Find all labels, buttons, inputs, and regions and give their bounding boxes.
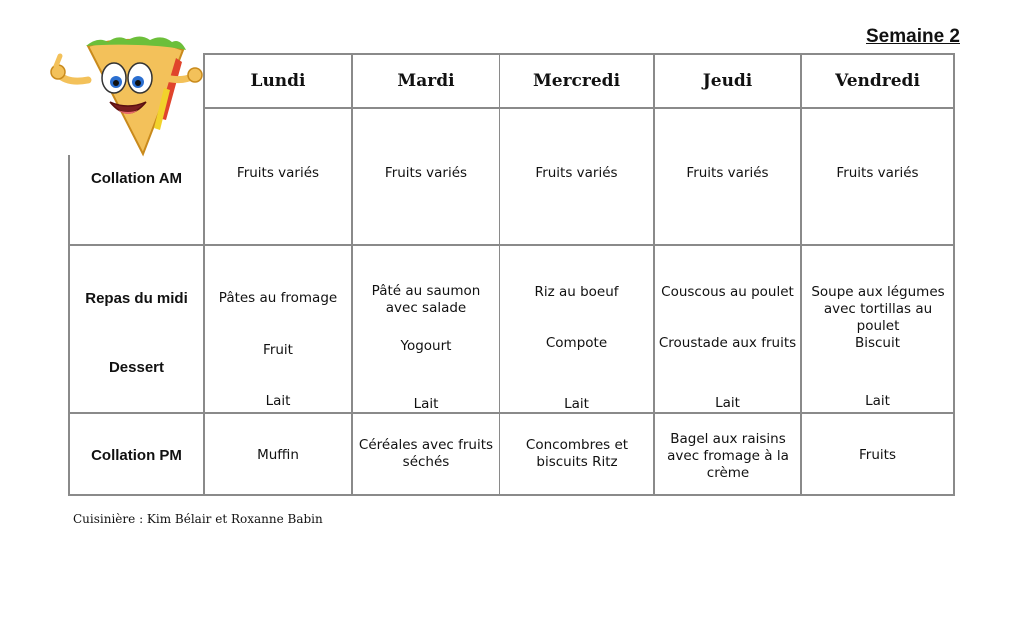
repas-jeudi: Couscous au poulet — [661, 283, 794, 300]
row-label-repas-du-midi: Repas du midi — [85, 289, 188, 307]
row-label-dessert: Dessert — [108, 358, 165, 376]
collation-am-lundi: Fruits variés — [236, 164, 320, 181]
lait-mercredi: Lait — [564, 395, 589, 412]
collation-pm-lundi: Muffin — [257, 446, 299, 463]
menu-table — [68, 53, 955, 496]
day-header-jeudi: Jeudi — [702, 70, 753, 91]
collation-am-vendredi: Fruits variés — [836, 164, 919, 181]
day-header-lundi: Lundi — [250, 70, 306, 91]
lait-mardi: Lait — [413, 395, 439, 412]
row-label-collation-am: Collation AM — [90, 169, 183, 187]
day-header-mardi: Mardi — [397, 70, 455, 91]
lait-jeudi: Lait — [715, 394, 740, 411]
repas-mardi: Pâté au saumon avec salade — [371, 283, 481, 316]
collation-am-mardi: Fruits variés — [384, 164, 468, 181]
dessert-vendredi: Biscuit — [854, 334, 901, 351]
grid-line — [203, 53, 205, 496]
grid-line — [68, 494, 955, 496]
cook-credit: Cuisinière : Kim Bélair et Roxanne Babin — [73, 512, 323, 526]
repas-mercredi: Riz au boeuf — [534, 283, 619, 300]
dessert-lundi: Fruit — [263, 341, 293, 358]
collation-pm-mardi: Céréales avec fruits séchés — [358, 437, 494, 470]
grid-line — [68, 244, 955, 246]
row-label-collation-pm: Collation PM — [91, 446, 182, 464]
repas-vendredi: Soupe aux légumes avec tortillas au poulet — [811, 283, 945, 334]
grid-line — [204, 107, 955, 109]
week-title: Semaine 2 — [866, 26, 960, 47]
grid-line — [800, 53, 802, 496]
repas-lundi: Pâtes au fromage — [218, 289, 338, 306]
collation-pm-vendredi: Fruits — [859, 446, 896, 463]
grid-line — [499, 53, 500, 496]
day-header-mercredi: Mercredi — [532, 70, 621, 91]
dessert-mardi: Yogourt — [400, 337, 452, 354]
collation-am-jeudi: Fruits variés — [686, 164, 769, 181]
grid-line — [653, 53, 655, 496]
grid-line — [953, 53, 955, 496]
collation-pm-jeudi: Bagel aux raisins avec fromage à la crème — [667, 430, 789, 481]
collation-am-mercredi: Fruits variés — [535, 164, 618, 181]
lait-lundi: Lait — [265, 392, 291, 409]
grid-line — [351, 53, 353, 496]
lait-vendredi: Lait — [865, 392, 890, 409]
dessert-mercredi: Compote — [545, 334, 608, 351]
day-header-vendredi: Vendredi — [835, 70, 920, 91]
collation-pm-mercredi: Concombres et biscuits Ritz — [525, 437, 629, 470]
dessert-jeudi: Croustade aux fruits — [658, 334, 797, 351]
